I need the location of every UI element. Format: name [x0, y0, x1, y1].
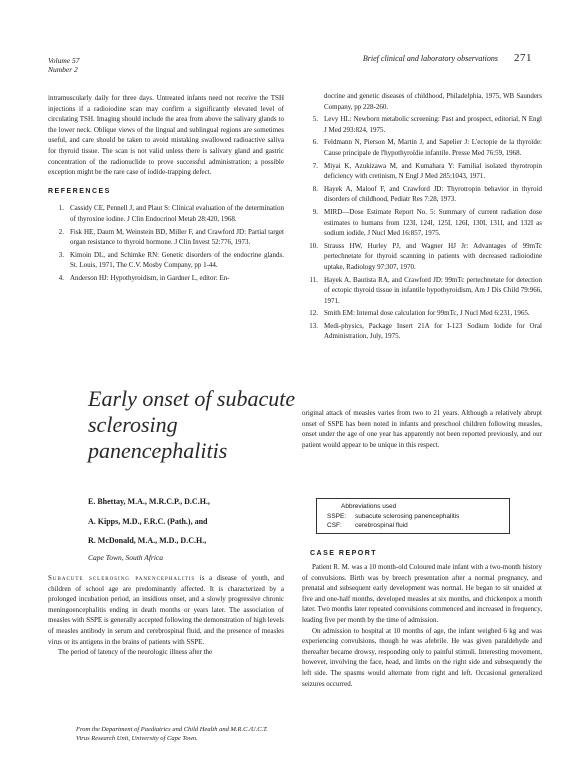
intro-rest: is a disease of youth, and children of school age are predominantly affected. It is characterized by a prolonged incubation period, an insidious onset, and a slowly progressive chronic meningoencephalitis ending in death months or years later. The association of measles with SSPE is generally accepted following the demonstration of high levels of measles antibody in serum and cerebrospinal fluid, and the presence of measles virus or its antigens in the brains of patients with SSPE.	[48, 574, 284, 646]
reference-number: 1.	[58, 204, 64, 213]
references-list-right	[302, 91, 542, 342]
abbreviation-key: SSPE:	[327, 513, 347, 520]
abbreviation-row	[323, 512, 503, 521]
reference-item	[302, 91, 542, 112]
case-paragraph-1: Patient R. M. was a 10 month-old Coloured male infant with a two-month history of convulsions. Birth was by breech presentation after a normal pregnancy, and prenatal and subsequent early development was normal. He began to sit unaided at five and one-half months, developed measles at six months, and chickenpox a month later. Two months later repeated convulsions commenced and increased in frequency, leading five per month by the time of admission.	[302, 563, 542, 624]
reference-number: 10.	[309, 241, 318, 250]
abbreviations-box	[316, 498, 510, 534]
running-title: Brief clinical and laboratory observations	[362, 54, 498, 63]
reference-text: MIRD—Dose Estimate Report No. 5: Summary of current radiation dose estimates to humans from 123I, 124I, 125I, 126I, 130I, 131I, and 132I as sodium iodide, J Nucl Med 16:857, 1975.	[324, 207, 542, 238]
running-header	[363, 52, 532, 64]
reference-text: Smith EM: Internal dose calculation for 99mTc, J Nucl Med 6:231, 1965.	[324, 309, 530, 318]
case-report-heading: CASE REPORT	[310, 550, 378, 557]
abbreviation-value: cerebrospinal fluid	[355, 522, 408, 529]
reference-number: 3.	[58, 250, 64, 259]
continued-paragraph: intramuscularly daily for three days. Untreated infants need not receive the TSH injections if a radioiodine scan may confirm a significantly elevated level of circulating TSH. Imaging should include the area from above the salivary glands to the lower neck. Oblique views of the lingual and sublingual regions are sometimes useful, and care should be taken to avoid mistaking swallowed radioactive saliva for thyroid tissue. The scan is not valid unless there is salivary gland and gastric concentration of the radionuclide to prove successful administration; a possible exception might be the rare case of iodide-trapping defect.	[48, 94, 284, 177]
reference-text: Fisk HE, Daum M, Weinstein BD, Miller F, and Crawford JD: Partial target organ resistance to thyroid hormone. J Clin Invest 52:776, 1973.	[70, 227, 284, 247]
right-column-body	[302, 408, 542, 450]
reference-number: 8.	[312, 184, 318, 193]
reference-item	[302, 321, 542, 342]
case-paragraph-2: On admission to hospital at 10 months of age, the infant weighed 6 kg and was experiencing convulsions, though he was afebrile. He was given paraldehyde and thereafter became drowsy, responding only to painful stimuli. Interesting movement, however, involving the face, head, and limbs on the right side and subsequently the left side. The spasms would alternate from right and left. Occasional generalized seizures occurred.	[302, 626, 542, 688]
abbreviation-key: CSF:	[327, 522, 342, 529]
left-column-body	[48, 573, 284, 658]
reference-item	[302, 137, 542, 158]
abbreviation-value: subacute sclerosing panencephalitis	[355, 513, 460, 520]
reference-text: Miyai K, Azukizawa M, and Kumahara Y: Familial isolated thyrotropin deficiency with cretinism, N Engl J Med 285:1043, 1971.	[324, 161, 542, 181]
reference-number: 4.	[58, 273, 64, 282]
author-1: E. Bhettay, M.A., M.R.C.P., D.C.H.,	[88, 497, 210, 506]
reference-item	[302, 184, 542, 205]
reference-text: Medi-physics, Package Insert 21A for I-123 Sodium Iodide for Oral Administration, July, 1975.	[324, 321, 542, 341]
reference-item	[48, 273, 284, 284]
reference-number: 13.	[309, 321, 318, 330]
intro-lead: Subacute sclerosing panencephalitis	[48, 574, 196, 582]
author-3: R. McDonald, M.A., M.D., D.C.H.,	[88, 536, 207, 545]
reference-text: Cassidy CE, Pennell J, and Plaut S: Clinical evaluation of the determination of thyroxine iodine. J Clin Endocrinol Metab 28:420, 1968.	[70, 204, 284, 223]
reference-number: 5.	[312, 115, 318, 124]
references-heading: REFERENCES	[48, 187, 111, 195]
number-label: Number 2	[48, 65, 78, 74]
reference-number: 11.	[309, 275, 318, 284]
reference-item	[302, 114, 542, 135]
right-paragraph-1: original attack of measles varies from two to 21 years. Although a relatively abrupt onset of SSPE has been noted in infants and preschool children following measles, onset under the age of one year has apparently not been reported previously, and our patient would appear to be unique in this respect.	[302, 409, 542, 449]
reference-text: Feldmann N, Pierson M, Martin J, and Sapelier J: L'ectopie de la thyroïde: Cause principale de l'hypothyroïdie infantile. Presse Med 76:59, 1968.	[324, 138, 542, 157]
reference-text: Levy HL: Newborn metabolic screening: Past and prospect, editorial, N Engl J Med 293:824, 1975.	[324, 115, 542, 134]
reference-item	[302, 241, 542, 273]
affiliation: Cape Town, South Africa	[88, 553, 164, 562]
reference-number: 9.	[312, 207, 318, 216]
author-2: A. Kipps, M.D., F.R.C. (Path.), and	[88, 516, 208, 526]
reference-number: 12.	[309, 309, 318, 318]
left-column-top	[48, 93, 284, 286]
intro-paragraph	[48, 573, 284, 647]
references-list-left	[48, 203, 284, 283]
reference-text: Strauss HW, Hurley PJ, and Wagner HJ Jr: Advantages of 99mTc pertechnetate for thyroid scanning in patients with decreased radioiodine uptake, Radiology 97:307, 1970.	[324, 241, 542, 271]
author-list	[88, 492, 288, 551]
reference-item	[302, 161, 542, 182]
volume-label: Volume 57	[48, 56, 80, 65]
reference-number: 2.	[58, 227, 64, 236]
reference-text: Kimoin DL, and Schimke RN: Genetic disorders of the endocrine glands. St. Louis, 1971, The C.V. Mosby Company, pp 1-44.	[70, 250, 284, 270]
right-column-top	[302, 91, 542, 344]
reference-item	[302, 308, 542, 319]
reference-item	[302, 207, 542, 239]
reference-item	[302, 275, 542, 307]
reference-number: 6.	[312, 138, 318, 147]
reference-text: Hayek A, Bautista RA, and Crawford JD: 99mTc pertechnetate for detection of ectopic thyroid tissue in infantile hypothyroidism, Am J Dis Child 79:966, 1971.	[324, 275, 542, 305]
reference-item	[48, 203, 284, 224]
intro-paragraph-2: The period of latency of the neurologic illness after the	[58, 648, 213, 657]
reference-text: Anderson HJ: Hypothyroidism, in Gardner L, editor: En-	[70, 273, 230, 282]
reference-item	[48, 250, 284, 271]
reference-number: 7.	[312, 161, 318, 170]
reference-text: Hayek A, Maloof F, and Crawford JD: Thyrotropin behavior in thyroid disorders of childhood, Pediatr Res 7:28, 1973.	[324, 184, 542, 204]
volume-header	[48, 56, 79, 74]
page-number: 271	[514, 52, 532, 64]
case-report-body	[302, 562, 542, 689]
affiliation-footnote: From the Department of Paediatrics and Child Health and M.R.C./U.C.T. Virus Research Unit, University of Cape Town.	[76, 726, 268, 742]
abbreviations-title: Abbreviations used	[341, 503, 397, 510]
reference-item	[48, 227, 284, 248]
abbreviation-row	[323, 521, 503, 530]
reference-text: docrine and genetic diseases of childhood, Philadelphia, 1975, WB Saunders Company, pp 228-260.	[324, 92, 542, 111]
article-title: Early onset of subacute sclerosing panencephalitis	[88, 386, 296, 463]
